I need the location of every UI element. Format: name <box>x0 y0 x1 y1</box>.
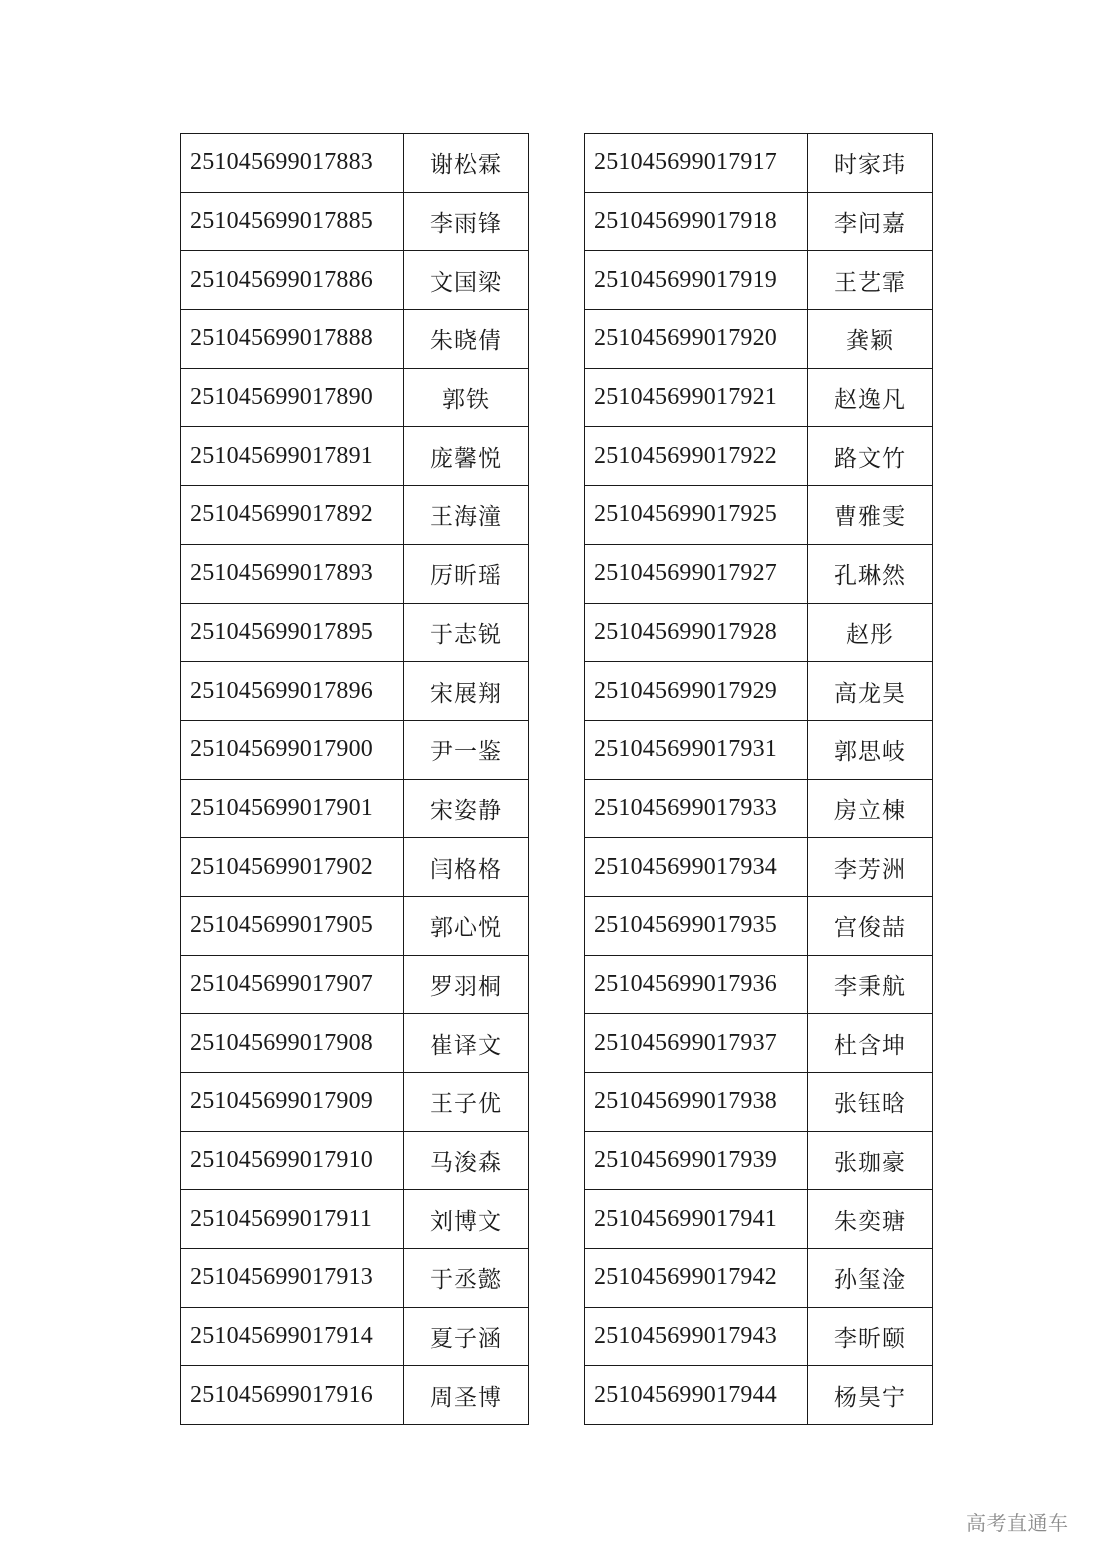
candidate-name: 李昕颐 <box>808 1307 933 1366</box>
table-row <box>585 896 933 955</box>
candidate-id: 251045699017942 <box>585 1249 808 1308</box>
candidate-name: 罗羽桐 <box>404 955 529 1014</box>
candidate-name: 夏子涵 <box>404 1307 529 1366</box>
table-row <box>585 1190 933 1249</box>
candidate-id: 251045699017893 <box>181 544 404 603</box>
candidate-id: 251045699017918 <box>585 192 808 251</box>
candidate-name: 郭铁 <box>404 368 529 427</box>
candidate-name: 李秉航 <box>808 955 933 1014</box>
candidate-name: 张珈豪 <box>808 1131 933 1190</box>
table-row <box>181 368 529 427</box>
candidate-name: 宫俊喆 <box>808 896 933 955</box>
table-row <box>585 1307 933 1366</box>
table-row <box>181 720 529 779</box>
candidate-name: 王子优 <box>404 1073 529 1132</box>
candidate-name: 马浚森 <box>404 1131 529 1190</box>
table-row <box>585 192 933 251</box>
candidate-id: 251045699017929 <box>585 662 808 721</box>
candidate-id: 251045699017916 <box>181 1366 404 1425</box>
candidate-id: 251045699017883 <box>181 134 404 193</box>
candidate-name: 文国梁 <box>404 251 529 310</box>
table-row <box>181 544 529 603</box>
candidate-name: 朱奕瑭 <box>808 1190 933 1249</box>
candidate-name: 高龙昊 <box>808 662 933 721</box>
table-row <box>585 1073 933 1132</box>
candidate-name: 李芳洲 <box>808 838 933 897</box>
table-row <box>585 310 933 369</box>
candidate-id: 251045699017902 <box>181 838 404 897</box>
candidate-id: 251045699017890 <box>181 368 404 427</box>
candidate-name: 孔琳然 <box>808 544 933 603</box>
candidate-name: 尹一鉴 <box>404 720 529 779</box>
candidate-id: 251045699017907 <box>181 955 404 1014</box>
candidate-id: 251045699017914 <box>181 1307 404 1366</box>
candidate-id: 251045699017925 <box>585 486 808 545</box>
candidate-id: 251045699017895 <box>181 603 404 662</box>
candidate-id: 251045699017922 <box>585 427 808 486</box>
candidate-name: 赵逸凡 <box>808 368 933 427</box>
candidate-name: 曹雅雯 <box>808 486 933 545</box>
candidate-id: 251045699017943 <box>585 1307 808 1366</box>
watermark-text: 高考直通车 <box>966 1511 1069 1535</box>
candidate-id: 251045699017917 <box>585 134 808 193</box>
table-row <box>181 1249 529 1308</box>
candidate-id: 251045699017919 <box>585 251 808 310</box>
candidate-name: 宋姿静 <box>404 779 529 838</box>
candidate-id: 251045699017936 <box>585 955 808 1014</box>
candidate-id: 251045699017934 <box>585 838 808 897</box>
candidate-name: 路文竹 <box>808 427 933 486</box>
candidate-name: 杜含坤 <box>808 1014 933 1073</box>
candidate-name: 赵彤 <box>808 603 933 662</box>
candidate-id: 251045699017913 <box>181 1249 404 1308</box>
table-row <box>585 1366 933 1425</box>
candidate-name: 郭心悦 <box>404 896 529 955</box>
table-row <box>181 1366 529 1425</box>
candidate-name: 房立棟 <box>808 779 933 838</box>
candidate-name: 杨昊宁 <box>808 1366 933 1425</box>
table-row <box>585 544 933 603</box>
table-row <box>181 251 529 310</box>
candidate-id: 251045699017944 <box>585 1366 808 1425</box>
table-row <box>585 955 933 1014</box>
table-row <box>181 134 529 193</box>
candidate-name: 李雨锋 <box>404 192 529 251</box>
candidate-id: 251045699017931 <box>585 720 808 779</box>
table-row <box>585 368 933 427</box>
table-row <box>585 779 933 838</box>
candidate-name: 周圣博 <box>404 1366 529 1425</box>
candidate-name: 李问嘉 <box>808 192 933 251</box>
candidate-id: 251045699017921 <box>585 368 808 427</box>
candidate-id: 251045699017888 <box>181 310 404 369</box>
table-row <box>181 192 529 251</box>
table-row <box>181 662 529 721</box>
candidate-id: 251045699017927 <box>585 544 808 603</box>
candidate-id: 251045699017938 <box>585 1073 808 1132</box>
candidate-id: 251045699017909 <box>181 1073 404 1132</box>
candidate-id: 251045699017900 <box>181 720 404 779</box>
table-row <box>181 955 529 1014</box>
table-row <box>181 896 529 955</box>
candidate-id: 251045699017920 <box>585 310 808 369</box>
candidate-name: 郭思岐 <box>808 720 933 779</box>
candidate-id: 251045699017891 <box>181 427 404 486</box>
table-row <box>585 486 933 545</box>
candidate-name: 龚颖 <box>808 310 933 369</box>
table-row <box>181 779 529 838</box>
candidate-name: 庞馨悦 <box>404 427 529 486</box>
candidate-name: 于志锐 <box>404 603 529 662</box>
table-row <box>585 251 933 310</box>
candidate-name: 谢松霖 <box>404 134 529 193</box>
table-row <box>181 1190 529 1249</box>
table-row <box>585 662 933 721</box>
left-roster-body <box>181 134 529 1425</box>
candidate-id: 251045699017911 <box>181 1190 404 1249</box>
table-row <box>585 1014 933 1073</box>
candidate-id: 251045699017933 <box>585 779 808 838</box>
candidate-id: 251045699017885 <box>181 192 404 251</box>
table-row <box>585 134 933 193</box>
table-row <box>181 310 529 369</box>
candidate-name: 朱晓倩 <box>404 310 529 369</box>
candidate-id: 251045699017892 <box>181 486 404 545</box>
table-row <box>181 486 529 545</box>
candidate-id: 251045699017896 <box>181 662 404 721</box>
candidate-id: 251045699017905 <box>181 896 404 955</box>
candidate-id: 251045699017901 <box>181 779 404 838</box>
table-row <box>181 1014 529 1073</box>
table-row <box>585 1131 933 1190</box>
candidate-id: 251045699017910 <box>181 1131 404 1190</box>
right-roster-body <box>585 134 933 1425</box>
table-row <box>585 838 933 897</box>
table-row <box>181 1073 529 1132</box>
table-row <box>181 1131 529 1190</box>
candidate-name: 孙玺淦 <box>808 1249 933 1308</box>
candidate-id: 251045699017937 <box>585 1014 808 1073</box>
right-roster-table <box>584 133 933 1425</box>
candidate-name: 宋展翔 <box>404 662 529 721</box>
table-row <box>181 427 529 486</box>
table-row <box>181 603 529 662</box>
candidate-name: 王海潼 <box>404 486 529 545</box>
candidate-name: 时家玮 <box>808 134 933 193</box>
table-row <box>585 1249 933 1308</box>
candidate-name: 厉昕瑶 <box>404 544 529 603</box>
table-row <box>181 1307 529 1366</box>
candidate-name: 闫格格 <box>404 838 529 897</box>
candidate-name: 于丞懿 <box>404 1249 529 1308</box>
table-row <box>585 603 933 662</box>
candidate-id: 251045699017941 <box>585 1190 808 1249</box>
table-row <box>181 838 529 897</box>
candidate-name: 刘博文 <box>404 1190 529 1249</box>
candidate-id: 251045699017928 <box>585 603 808 662</box>
candidate-id: 251045699017886 <box>181 251 404 310</box>
candidate-id: 251045699017935 <box>585 896 808 955</box>
candidate-name: 王艺霏 <box>808 251 933 310</box>
candidate-id: 251045699017939 <box>585 1131 808 1190</box>
left-roster-table <box>180 133 529 1425</box>
table-row <box>585 427 933 486</box>
candidate-name: 张钰晗 <box>808 1073 933 1132</box>
candidate-name: 崔译文 <box>404 1014 529 1073</box>
candidate-id: 251045699017908 <box>181 1014 404 1073</box>
table-row <box>585 720 933 779</box>
